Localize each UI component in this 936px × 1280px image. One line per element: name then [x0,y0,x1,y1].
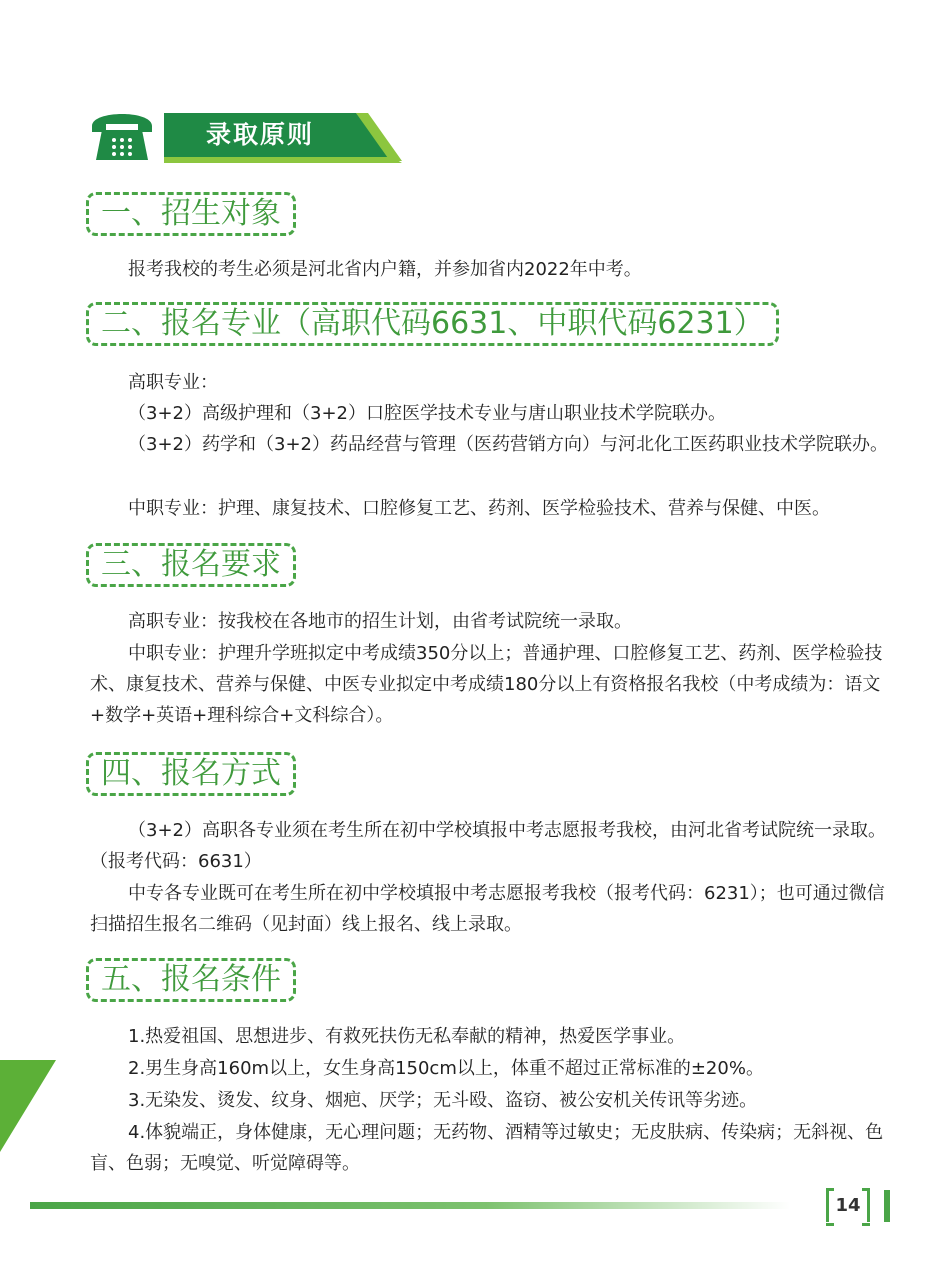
list-item: 2.男生身高160m以上，女生身高150cm以上，体重不超过正常标准的±20%。 [128,1058,764,1079]
section-heading-conditions: 五、报名条件 [86,958,296,1002]
footer-divider [30,1202,790,1209]
telephone-icon [88,104,156,162]
decorative-triangle [0,1060,56,1152]
paragraph: 高职专业：按我校在各地市的招生计划，由省考试院统一录取。 [128,611,632,632]
list-item: 4.体貌端正，身体健康，无心理问题；无药物、酒精等过敏史；无皮肤病、传染病；无斜视、色盲、色弱；无嗅觉、听觉障碍等。 [90,1122,884,1174]
list-item: 3.无染发、烫发、纹身、烟疤、厌学；无斗殴、盗窃、被公安机关传讯等劣迹。 [128,1090,758,1111]
paragraph: 中职专业：护理、康复技术、口腔修复工艺、药剂、医学检验技术、营养与保健、中医。 [128,498,830,519]
section-heading-requirements: 三、报名要求 [86,543,296,587]
section-heading-majors: 二、报名专业（高职代码6631、中职代码6231） [86,302,779,346]
paragraph: 中职专业：护理升学班拟定中考成绩350分以上；普通护理、口腔修复工艺、药剂、医学检验技术、康复技术、营养与保健、中医专业拟定中考成绩180分以上有资格报名我校（中考成绩为：语文+数学+英语+理科综合+文科综合）。 [90,643,883,726]
paragraph: 报考我校的考生必须是河北省内户籍，并参加省内2022年中考。 [128,259,642,280]
section-heading-recruitment-target: 一、招生对象 [86,192,296,236]
page-title: 录取原则 [206,120,315,149]
page-number: 14 [826,1190,870,1222]
section-heading-application-method: 四、报名方式 [86,752,296,796]
paragraph: （3+2）高职各专业须在考生所在初中学校填报中考志愿报考我校，由河北省考试院统一录取。（报考代码：6631） [90,820,886,872]
paragraph: 中专各专业既可在考生所在初中学校填报中考志愿报考我校（报考代码：6231）；也可通过微信扫描招生报名二维码（见封面）线上报名、线上录取。 [90,883,885,935]
list-item: 1.热爱祖国、思想进步、有救死扶伤无私奉献的精神，热爱医学事业。 [128,1026,686,1047]
paragraph: （3+2）药学和（3+2）药品经营与管理（医药营销方向）与河北化工医药职业技术学院联办。 [128,434,888,455]
paragraph: （3+2）高级护理和（3+2）口腔医学技术专业与唐山职业技术学院联办。 [128,403,726,424]
page-number-accent [884,1190,890,1222]
paragraph: 高职专业： [128,372,218,393]
